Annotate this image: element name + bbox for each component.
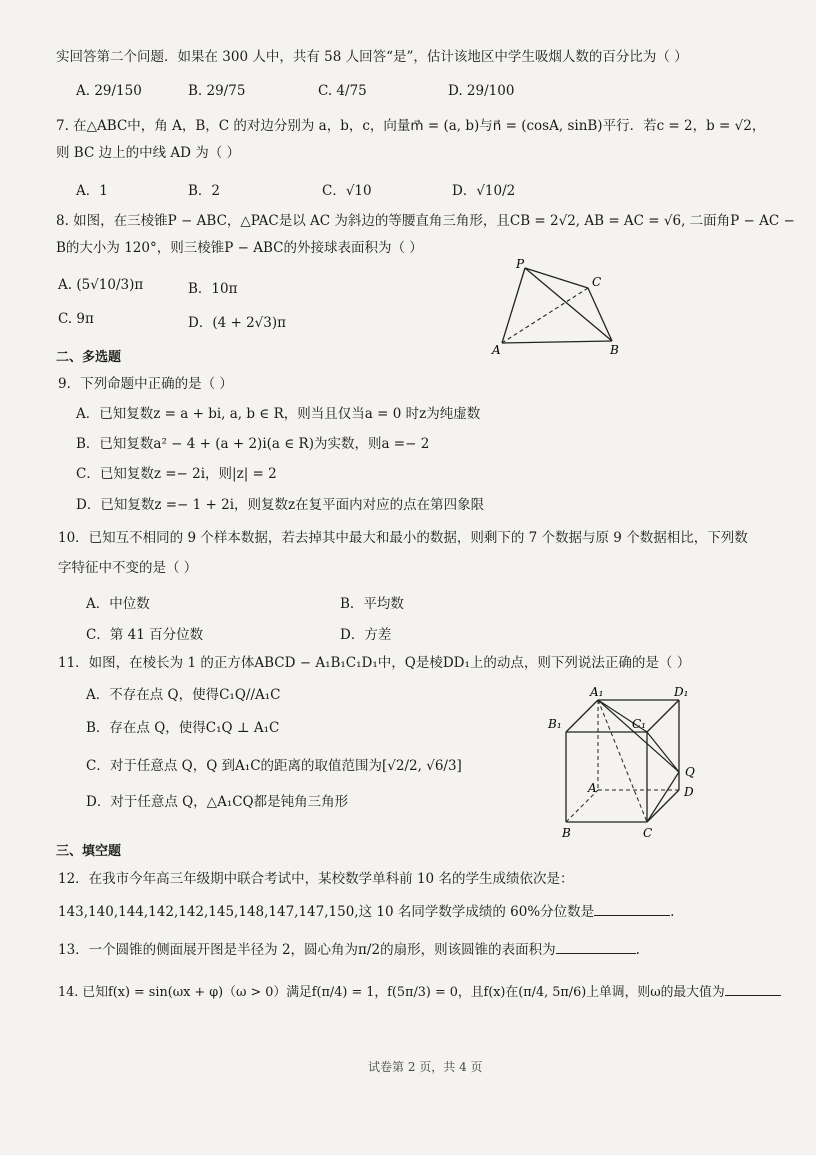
cube-label-d1: D₁ <box>674 685 689 699</box>
section-fill-blank: 三、填空题 <box>56 844 122 859</box>
tetra-label-a: A <box>492 343 501 357</box>
section-multi-choice: 二、多选题 <box>56 350 122 365</box>
tetra-label-c: C <box>592 275 602 289</box>
q12-text: 143,140,144,142,142,145,148,147,147,150,这 10 名同学数学成绩的 60%分位数是 <box>58 904 595 920</box>
q6-option-d: D. 29/100 <box>448 83 515 99</box>
q9-option-a: A．已知复数z = a + bi, a, b ∈ R，则当且仅当a = 0 时z为纯虚数 <box>76 406 481 422</box>
cube-label-c1: C₁ <box>632 717 646 731</box>
q11-option-c: C．对于任意点 Q，Q 到A₁C的距离的取值范围为[√2/2, √6/3] <box>86 758 462 774</box>
q12-line2 <box>58 904 674 920</box>
q10-option-c: C．第 41 百分位数 <box>86 627 204 643</box>
q7-line2: 则 BC 边上的中线 AD 为（ ） <box>56 145 241 161</box>
q11-option-d: D．对于任意点 Q，△A₁CQ都是钝角三角形 <box>86 794 349 810</box>
q14-line <box>58 985 781 1000</box>
q7-option-a: A．1 <box>76 183 108 199</box>
cube-label-q: Q <box>685 765 695 779</box>
cube-label-b: B <box>562 826 571 840</box>
q14-text: 14. 已知f(x) = sin(ωx + φ)（ω > 0）满足f(π/4) = 1，f(5π/3) = 0，且f(x)在(π/4, 5π/6)上单调，则ω的最大值为 <box>58 985 725 1000</box>
cube-label-a: A <box>588 781 597 795</box>
q6-option-c: C. 4/75 <box>318 83 367 99</box>
q13-answer-blank[interactable] <box>556 953 636 954</box>
cube-figure <box>540 682 710 842</box>
cube-label-a1: A₁ <box>590 685 604 699</box>
q12-line1: 12．在我市今年高三年级期中联合考试中，某校数学单科前 10 名的学生成绩依次是： <box>58 871 574 887</box>
q13-end: . <box>635 942 640 958</box>
q11-stem: 11．如图，在棱长为 1 的正方体ABCD − A₁B₁C₁D₁中，Q是棱DD₁上的动点，则下列说法正确的是（ ） <box>58 655 691 671</box>
q7-option-d: D．√10/2 <box>452 183 516 199</box>
cube-label-d: D <box>684 785 694 799</box>
q11-option-a: A．不存在点 Q，使得C₁Q//A₁C <box>86 687 281 703</box>
q10-line2: 字特征中不变的是（ ） <box>58 560 198 576</box>
q14-answer-blank[interactable] <box>725 995 781 996</box>
q10-line1: 10．已知互不相同的 9 个样本数据，若去掉其中最大和最小的数据，则剩下的 7 个数据与原 9 个数据相比，下列数 <box>58 530 748 546</box>
q8-option-c: C. 9π <box>58 311 94 327</box>
q10-option-a: A．中位数 <box>86 596 150 612</box>
tetra-label-p: P <box>516 257 525 271</box>
q13-text: 13．一个圆锥的侧面展开图是半径为 2，圆心角为π/2的扇形，则该圆锥的表面积为 <box>58 942 556 958</box>
q10-option-d: D．方差 <box>340 627 392 643</box>
q9-option-d: D．已知复数z =− 1 + 2i，则复数z在复平面内对应的点在第四象限 <box>76 497 485 513</box>
q7-option-c: C．√10 <box>322 183 372 199</box>
q8-line1: 8. 如图，在三棱锥P − ABC，△PAC是以 AC 为斜边的等腰直角三角形，且CB = 2√2, AB = AC = √6, 二面角P − AC − <box>56 213 795 229</box>
cube-label-c: C <box>643 826 653 840</box>
page-footer: 试卷第 2 页，共 4 页 <box>368 1060 483 1074</box>
q6-line: 实回答第二个问题．如果在 300 人中，共有 58 人回答“是”，估计该地区中学生吸烟人数的百分比为（ ） <box>56 49 688 65</box>
q6-option-b: B. 29/75 <box>188 83 246 99</box>
q7-line1: 7. 在△ABC中，角 A，B，C 的对边分别为 a，b，c，向量m⃗ = (a, b)与n⃗ = (cosA, sinB)平行．若c = 2，b = √2， <box>56 118 766 134</box>
q6-option-a: A. 29/150 <box>76 83 142 99</box>
q8-option-d: D．(4 + 2√3)π <box>188 315 286 331</box>
q13-line <box>58 942 640 958</box>
tetrahedron-figure <box>490 258 630 358</box>
q8-option-b: B．10π <box>188 281 238 297</box>
q7-option-b: B．2 <box>188 183 221 199</box>
q12-answer-blank[interactable] <box>594 915 670 916</box>
q9-option-c: C．已知复数z =− 2i，则|z| = 2 <box>76 466 277 482</box>
q8-line2: B的大小为 120°，则三棱锥P − ABC的外接球表面积为（ ） <box>56 240 423 256</box>
q12-end: . <box>670 904 675 920</box>
q8-option-a: A. (5√10/3)π <box>58 277 144 293</box>
q9-stem: 9．下列命题中正确的是（ ） <box>58 376 233 392</box>
q11-option-b: B．存在点 Q，使得C₁Q ⊥ A₁C <box>86 720 280 736</box>
q9-option-b: B．已知复数a² − 4 + (a + 2)i(a ∈ R)为实数，则a =− 2 <box>76 436 430 452</box>
q10-option-b: B．平均数 <box>340 596 404 612</box>
tetra-label-b: B <box>610 343 619 357</box>
cube-label-b1: B₁ <box>548 717 562 731</box>
